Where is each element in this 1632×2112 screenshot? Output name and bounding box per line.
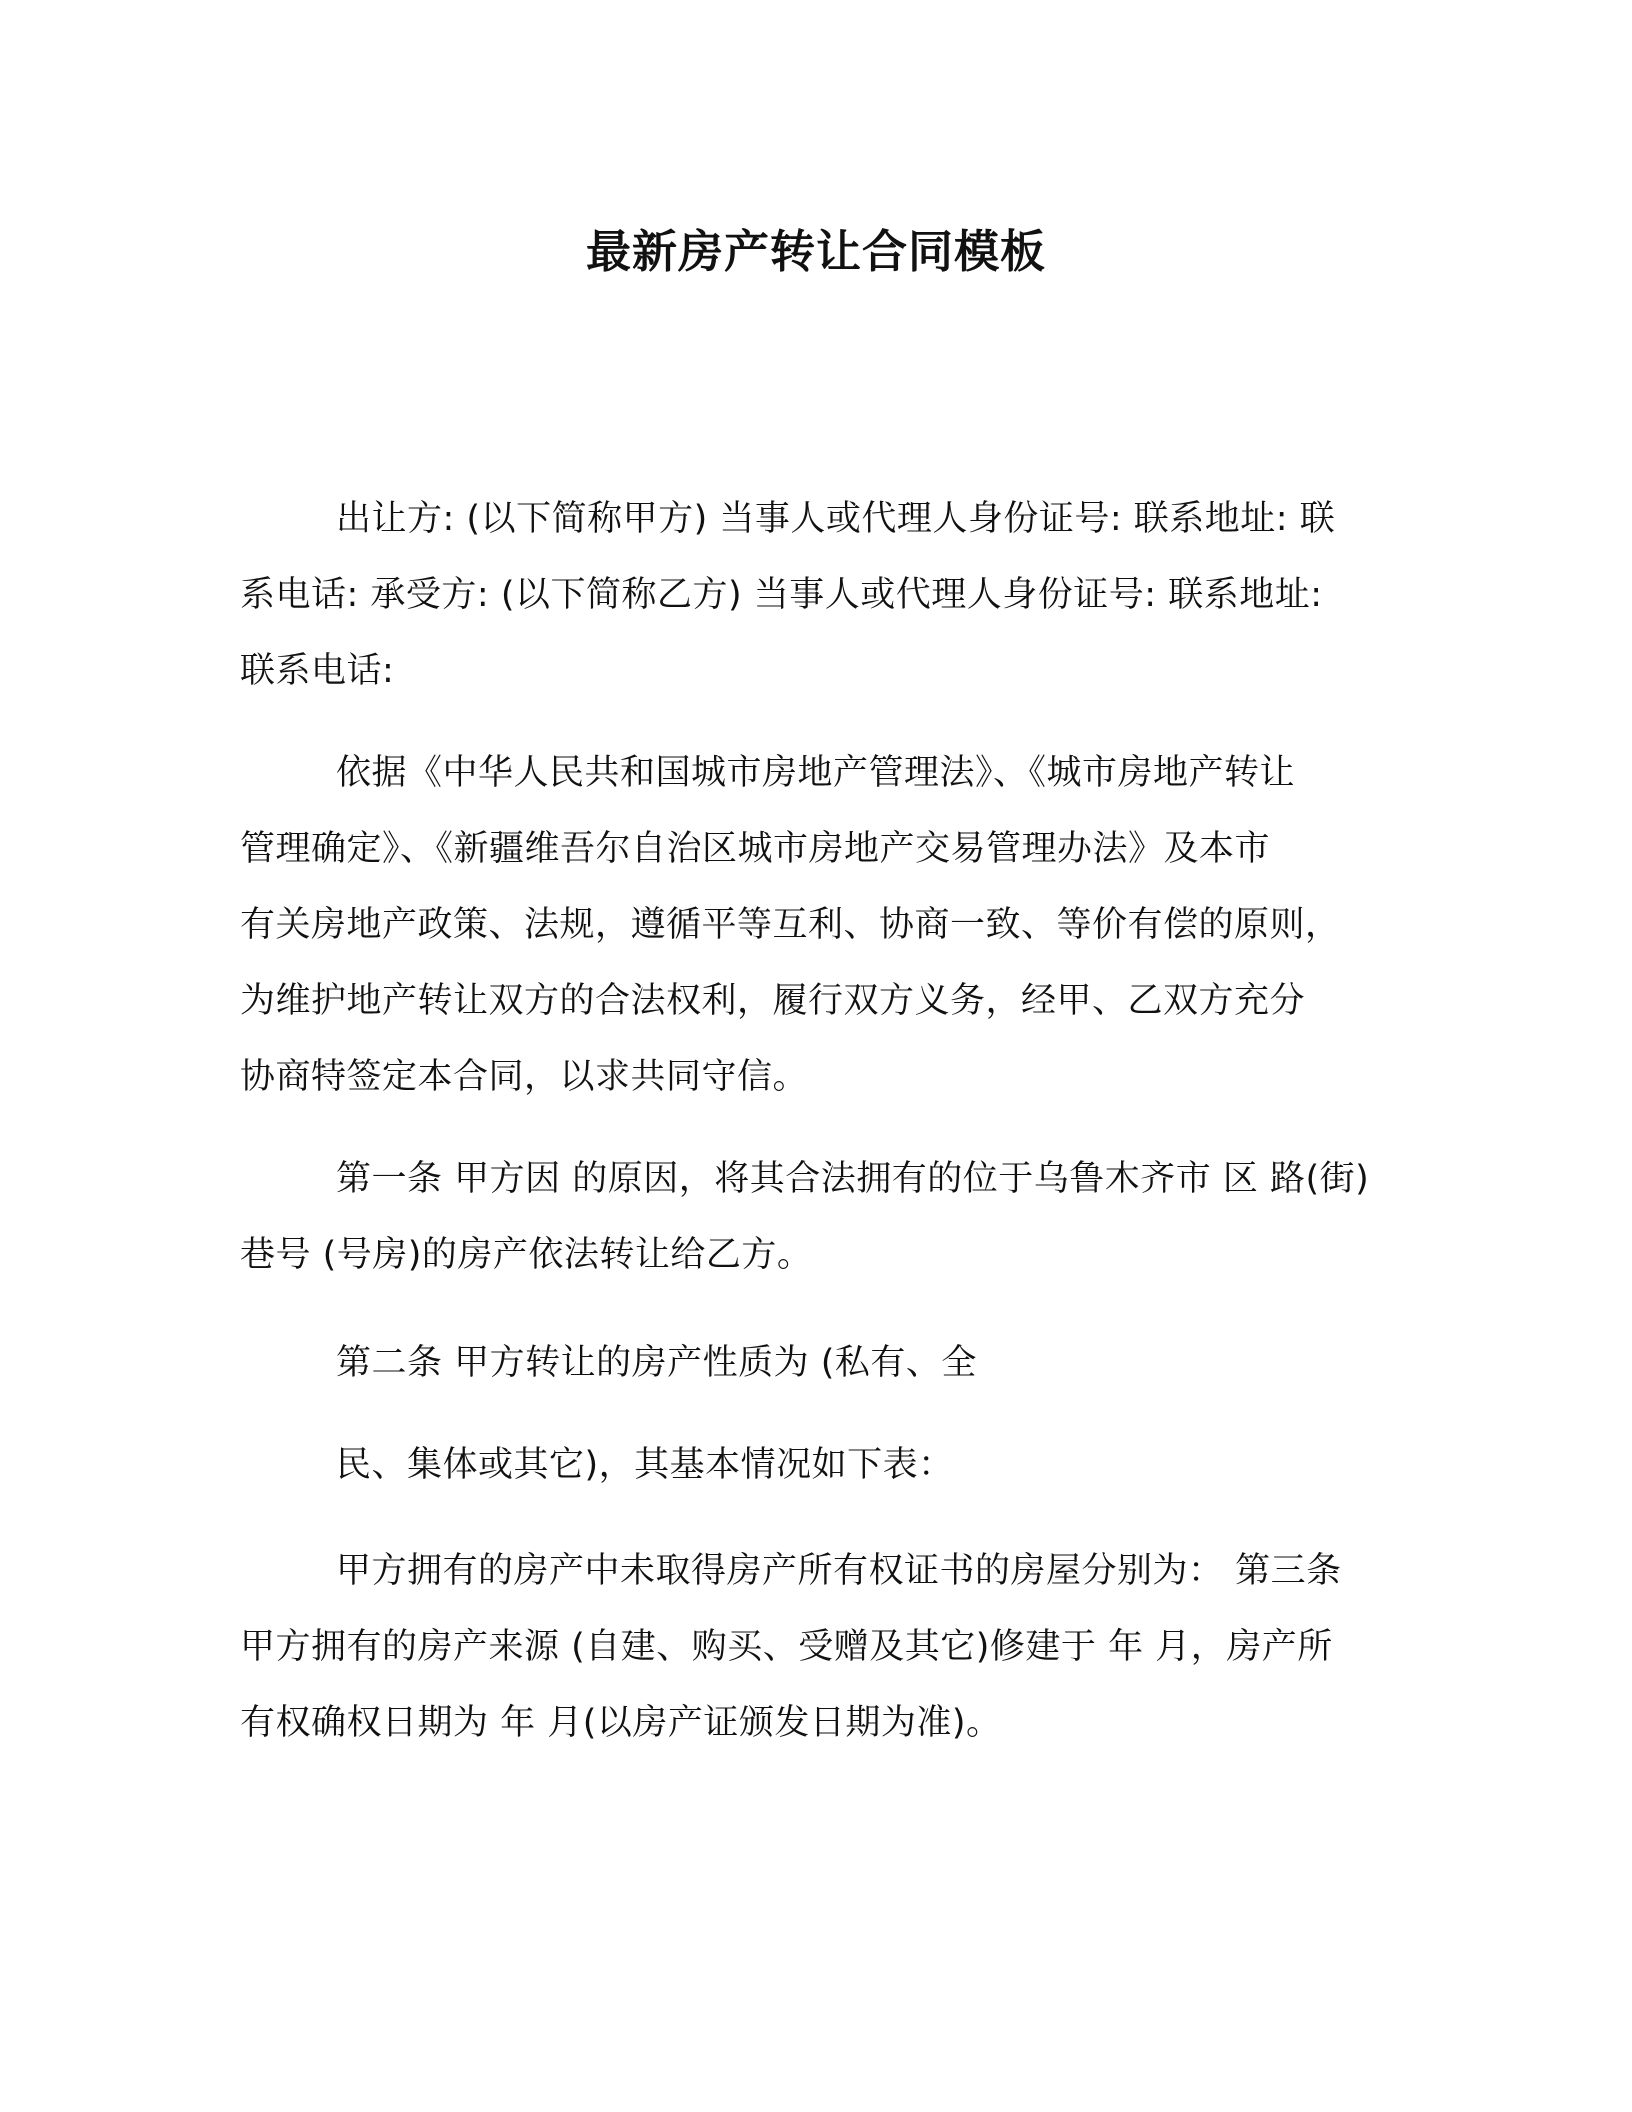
- article-3-line-1: 甲方拥有的房产中未取得房产所有权证书的房屋分别为： 第三条: [336, 1551, 1342, 1591]
- article-2-line-2: 民、集体或其它)，其基本情况如下表：: [336, 1445, 954, 1485]
- paragraph-parties-line-3: 联系电话:: [240, 651, 395, 691]
- paragraph-basis-line-1: 依据《中华人民共和国城市房地产管理法》、《城市房地产转让: [336, 753, 1296, 793]
- paragraph-basis-line-5: 协商特签定本合同，以求共同守信。: [240, 1057, 809, 1097]
- article-1-line-1: 第一条 甲方因 的原因，将其合法拥有的位于乌鲁木齐市 区 路(街): [336, 1159, 1370, 1199]
- document-title: 最新房产转让合同模板: [585, 225, 1046, 278]
- article-3-line-2: 甲方拥有的房产来源 (自建、购买、受赠及其它)修建于 年 月，房产所: [240, 1627, 1333, 1667]
- paragraph-basis-line-4: 为维护地产转让双方的合法权利，履行双方义务，经甲、乙双方充分: [240, 981, 1306, 1021]
- paragraph-basis-line-2: 管理确定》、《新疆维吾尔自治区城市房地产交易管理办法》及本市: [240, 829, 1271, 869]
- article-3-line-3: 有权确权日期为 年 月(以房产证颁发日期为准)。: [240, 1703, 1002, 1743]
- paragraph-basis-line-3: 有关房地产政策、法规，遵循平等互利、协商一致、等价有偿的原则，: [240, 905, 1341, 945]
- article-2-line-1: 第二条 甲方转让的房产性质为 (私有、全: [336, 1343, 977, 1383]
- article-1-line-2: 巷号 (号房)的房产依法转让给乙方。: [240, 1235, 813, 1275]
- paragraph-parties-line-2: 系电话: 承受方: (以下简称乙方) 当事人或代理人身份证号: 联系地址:: [240, 575, 1323, 615]
- paragraph-parties-line-1: 出让方: (以下简称甲方) 当事人或代理人身份证号: 联系地址: 联: [336, 499, 1336, 539]
